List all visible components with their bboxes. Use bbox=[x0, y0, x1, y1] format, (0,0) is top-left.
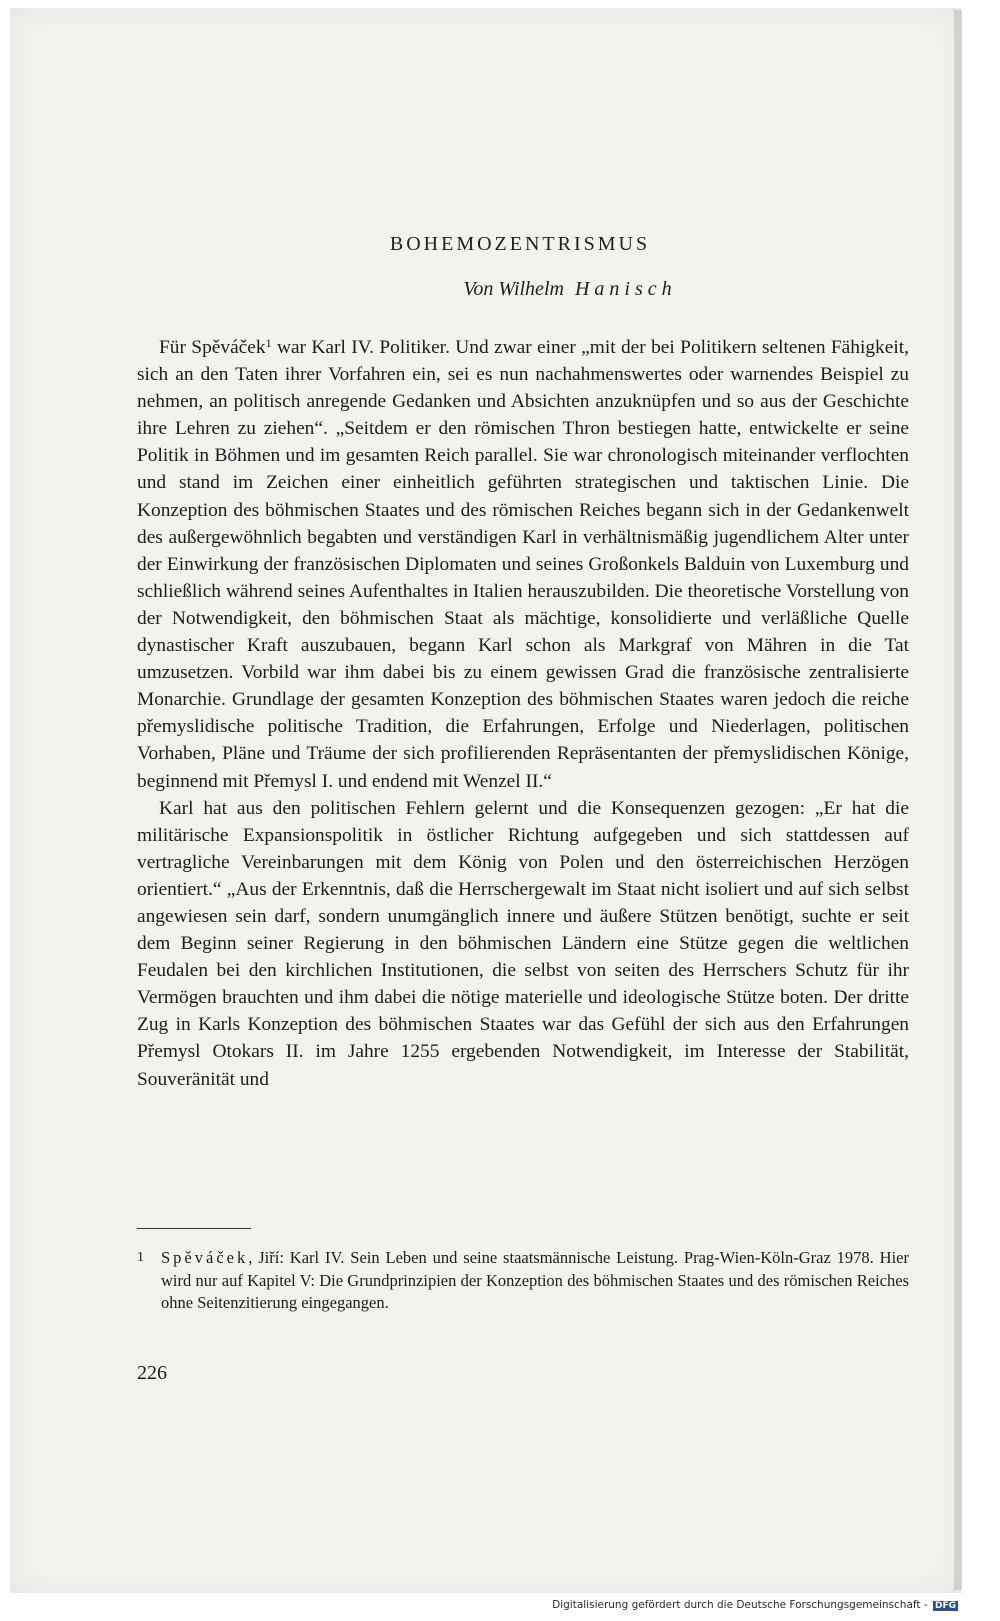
credit-text: Digitalisierung gefördert durch die Deutsche Forschungsgemeinschaft - bbox=[552, 1599, 928, 1611]
footnote-author: Spěváček bbox=[161, 1248, 249, 1267]
footnote bbox=[137, 1247, 909, 1315]
paragraph-1-lead: Für Spěváček bbox=[159, 337, 266, 358]
footnote-text bbox=[161, 1247, 909, 1315]
paragraph-1 bbox=[137, 334, 909, 795]
dfg-logo: DFG bbox=[934, 1601, 956, 1611]
byline-wrap bbox=[463, 278, 676, 301]
footnote-divider bbox=[137, 1228, 251, 1229]
paragraph-2: Karl hat aus den politischen Fehlern gelernt und die Konsequenzen gezogen: „Er hat die militärische Expansionspolitik in östlicher Richtung aufgegeben und sich stattdessen auf vertragliche Vereinbarungen mit dem König von Polen und den österreichischen Herzögen orientiert.“ „Aus der Erkenntnis, daß die Herrschergewalt im Staat nicht isoliert und auf sich selbst angewiesen sein darf, sondern unumgänglich innere und äußere Stützen benötigt, suchte er seit dem Beginn seiner Regierung in den böhmischen Ländern eine Stütze gegen die weltlichen Feudalen bei den kirchlichen Institutionen, die selbst von seiten des Herrschers Schutz für ihr Vermögen brauchten und ihm dabei die nötige materielle und ideologische Stütze boten. Der dritte Zug in Karls Konzeption des böhmischen Staates war das Gefühl der sich aus den Erfahrungen Přemysl Otokars II. im Jahre 1255 ergebenden Notwendigkeit, im Interesse der Stabilität, Souveränität und bbox=[137, 797, 909, 1090]
page-number: 226 bbox=[137, 1362, 167, 1384]
footnote-number: 1 bbox=[137, 1250, 144, 1265]
footnote-body: , Jiří: Karl IV. Sein Leben und seine staatsmännische Leistung. Prag-Wien-Köln-Graz 1978. Hier wird nur auf Kapitel V: Die Grundprinzipien der Konzeption des böhmischen Staates und des römischen Reiches ohne Seitenzitierung eingegangen. bbox=[161, 1248, 909, 1312]
article-title bbox=[0, 233, 1000, 256]
paragraph-1-text: war Karl IV. Politiker. Und zwar einer „mit der bei Politikern seltenen Fähigkeit, sich an den Taten ihrer Vorfahren ein, sei es nun nachahmenswertes oder warnendes Beispiel zu nehmen, an politisch anregende Gedanken und Absichten anzuknüpfen und so aus der Geschichte ihre Lehren zu ziehen“. „Seitdem er den römischen Thron bestiegen hatte, entwickelte er seine Politik in Böhmen und im gesamten Reich parallel. Sie war chronologisch miteinander verflochten und stand im Zeichen einer einheitlich geführten strategischen und taktischen Linie. Die Konzeption des böhmischen Staates und des römischen Reiches begann sich in der Gedankenwelt des außergewöhnlich begabten und verständigen Karl in verhältnismäßig jugendlichem Alter unter der Einwirkung der französischen Diplomaten und seines Großonkels Balduin von Luxemburg und schließlich während seines Aufenthaltes in Italien herauszubilden. Die theoretische Vorstellung von der Notwendigkeit, den böhmischen Staat als mächtige, konsolidierte und verläßliche Quelle dynastischer Kraft auszubauen, begann Karl schon als Markgraf von Mähren in die Tat umzusetzen. Vorbild war ihm dabei bis zu einem gewissen Grad die französische zentralisierte Monarchie. Grundlage der gesamten Konzeption des böhmischen Staates waren jedoch die reiche přemyslidische politische Tradition, die Erfahrungen, Erfolge und Niederlagen, politischen Vorhaben, Pläne und Träume der sich profilierenden Repräsentanten der přemyslidischen Könige, beginnend mit Přemysl I. und endend mit Wenzel II.“ bbox=[137, 337, 909, 792]
digitization-credit bbox=[552, 1599, 958, 1611]
article-title-text: BOHEMOZENTRISMUS bbox=[389, 233, 651, 255]
article-body bbox=[137, 334, 909, 1093]
byline-surname: Hanisch bbox=[574, 278, 677, 300]
byline-prefix: Von Wilhelm bbox=[463, 278, 564, 300]
footnote-reference[interactable]: 1 bbox=[265, 336, 272, 350]
byline bbox=[0, 278, 1000, 301]
